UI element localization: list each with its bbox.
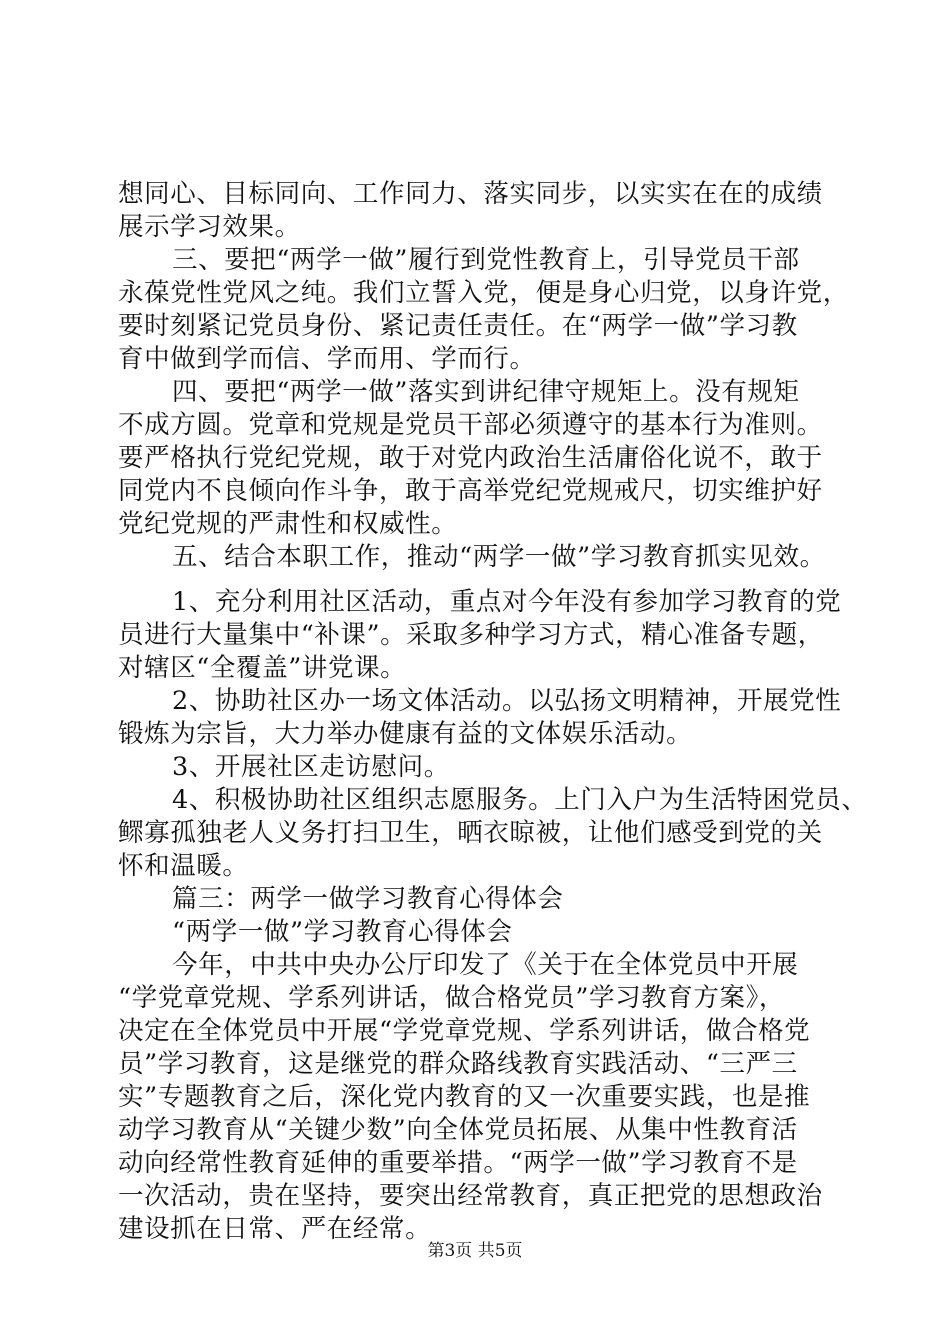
text-line: 永葆党性党风之纯。我们立誓入党，便是身心归党，以身许党， [118,278,849,308]
text-line: 展示学习效果。 [118,212,301,242]
text-line: 1、充分利用社区活动，重点对今年没有参加学习教育的党 [172,587,842,617]
text-line: 要严格执行党纪党规，敢于对党内政治生活庸俗化说不，敢于 [118,443,823,473]
text-line: “学党章党规、学系列讲话，做合格党员”学习教育方案》， [118,983,786,1013]
text-line: 不成方圆。党章和党规是党员干部必须遵守的基本行为准则。 [118,410,823,440]
text-line: 3、开展社区走访慰问。 [172,752,450,782]
text-line: 对辖区“全覆盖”讲党课。 [118,653,407,683]
text-line: 建设抓在日常、严在经常。 [118,1214,432,1244]
text-line: 4、积极协助社区组织志愿服务。上门入户为生活特困党员、 [172,785,868,815]
text-line: 三、要把“两学一做”履行到党性教育上，引导党员干部 [172,245,800,275]
text-line: 锻炼为宗旨，大力举办健康有益的文体娱乐活动。 [118,719,693,749]
text-line: 员”学习教育，这是继党的群众路线教育实践活动、“三严三 [118,1049,798,1079]
page-number-footer: 第3页 共5页 [427,1241,523,1261]
text-line: 党纪党规的严肃性和权威性。 [118,509,458,539]
text-line: 鳏寡孤独老人义务打扫卫生，晒衣晾被，让他们感受到党的关 [118,818,823,848]
text-line: 动向经常性教育延伸的重要举措。“两学一做”学习教育不是 [118,1148,798,1178]
text-line: 同党内不良倾向作斗争，敢于高举党纪党规戒尺，切实维护好 [118,476,823,506]
text-line: 决定在全体党员中开展“学党章党规、学系列讲话，做合格党 [118,1016,811,1046]
section-heading: 篇三：两学一做学习教育心得体会 [172,884,564,914]
text-line: 一次活动，贵在坚持，要突出经常教育，真正把党的思想政治 [118,1181,823,1211]
text-line: 员进行大量集中“补课”。采取多种学习方式，精心准备专题， [118,620,824,650]
text-line: 育中做到学而信、学而用、学而行。 [118,344,536,374]
text-line: 实”专题教育之后，深化党内教育的又一次重要实践，也是推 [118,1082,811,1112]
text-line: 2、协助社区办一场文体活动。以弘扬文明精神，开展党性 [172,686,842,716]
text-line: 五、结合本职工作，推动“两学一做”学习教育抓实见效。 [172,542,826,572]
text-line: 怀和温暖。 [118,851,249,881]
text-line: 动学习教育从“关键少数”向全体党员拓展、从集中性教育活 [118,1115,798,1145]
text-line: 想同心、目标同向、工作同力、落实同步，以实实在在的成绩 [118,179,823,209]
text-line: 四、要把“两学一做”落实到讲纪律守规矩上。没有规矩 [172,377,800,407]
article-title: “两学一做”学习教育心得体会 [172,917,513,947]
text-line: 今年，中共中央办公厅印发了《关于在全体党员中开展 [172,950,799,980]
text-line: 要时刻紧记党员身份、紧记责任责任。在“两学一做”学习教 [118,311,798,341]
